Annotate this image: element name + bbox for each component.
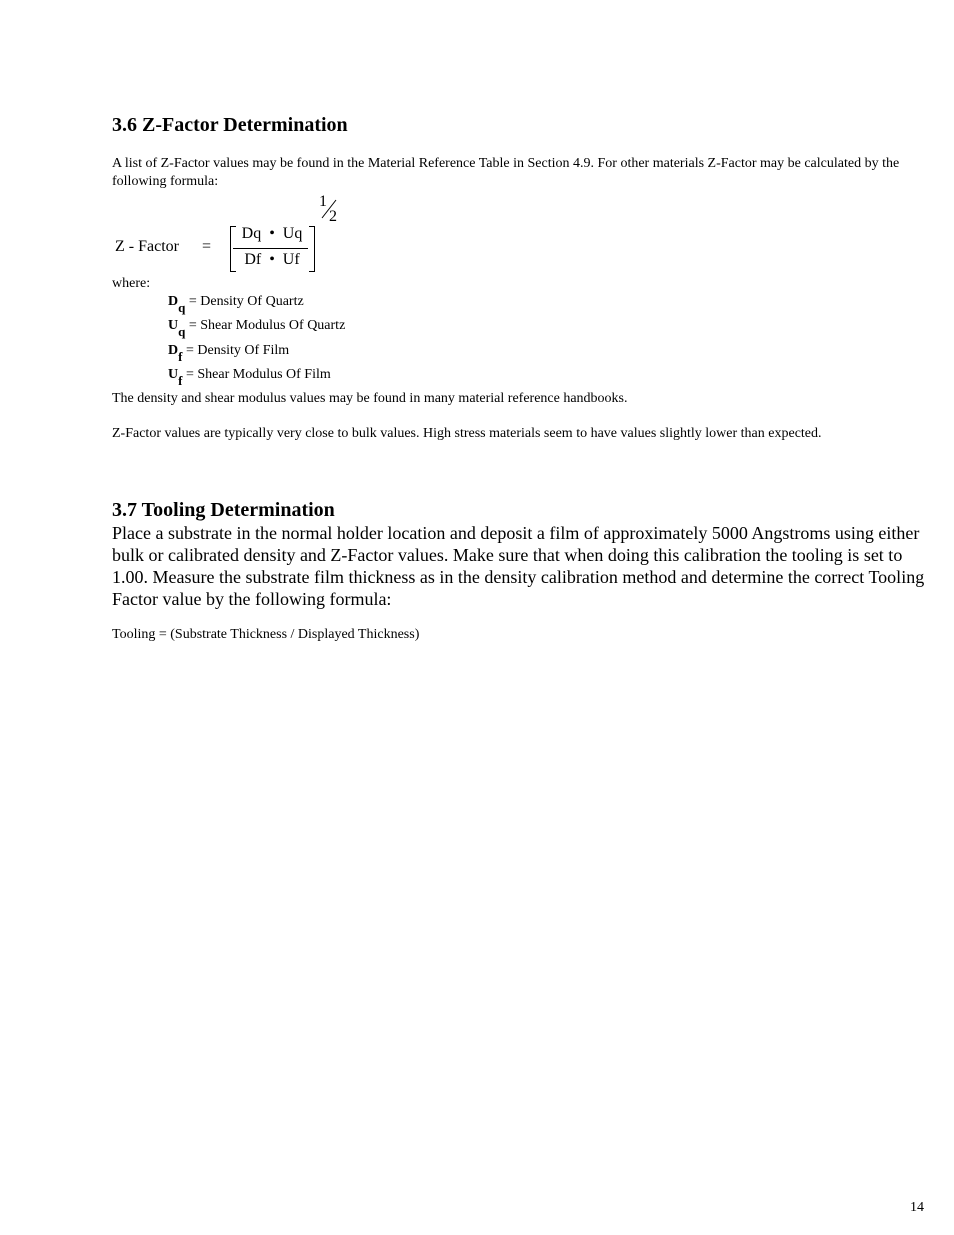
definition-subscript: q	[178, 300, 186, 315]
formula-denominator: Df • Uf	[244, 251, 300, 268]
definition-symbol: D	[168, 294, 179, 309]
where-label: where:	[112, 276, 151, 291]
definition-subscript: f	[178, 349, 183, 364]
fraction-bar	[233, 248, 308, 249]
formula-equals: =	[202, 238, 212, 255]
definition-item	[168, 366, 331, 388]
section-heading-3-7: 3.7 Tooling Determination	[112, 499, 335, 521]
definition-symbol: U	[168, 318, 179, 333]
definition-subscript: q	[178, 324, 186, 339]
definition-text: = Shear Modulus Of Film	[182, 367, 331, 382]
right-bracket	[309, 226, 315, 272]
intro-paragraph: A list of Z-Factor values may be found in the Material Reference Table in Section 4.9. For other materials Z-Factor may be calculated by the following formula:	[112, 156, 900, 189]
definition-text: = Shear Modulus Of Quartz	[185, 318, 346, 333]
formula-numerator: Dq • Uq	[241, 225, 303, 242]
definition-subscript: f	[178, 373, 183, 388]
tooling-paragraph: Place a substrate in the normal holder location and deposit a film of approximately 5000 Angstroms using either bulk or calibrated density and Z-Factor values. Make sure that when doing this calibration the tooling is set to 1.00. Measure the substrate film thickness as in the density calibration method and determine the correct Tooling Factor value by the following formula:	[112, 523, 925, 609]
definition-item	[168, 317, 346, 339]
definition-item	[168, 342, 290, 364]
formula-lhs: Z - Factor	[115, 238, 179, 255]
section-heading-3-6: 3.6 Z-Factor Determination	[112, 114, 348, 136]
definition-item	[168, 293, 304, 315]
exponent-denominator: 2	[329, 208, 337, 225]
z-factor-formula	[112, 194, 352, 276]
definition-text: = Density Of Film	[182, 343, 290, 358]
handbook-paragraph: The density and shear modulus values may be found in many material reference handbooks.	[112, 391, 628, 406]
exponent-numerator: 1	[319, 193, 327, 210]
definition-symbol: U	[168, 367, 179, 382]
tooling-formula: Tooling = (Substrate Thickness / Displayed Thickness)	[112, 627, 420, 642]
definition-symbol: D	[168, 343, 179, 358]
definition-text: = Density Of Quartz	[185, 294, 304, 309]
bulk-values-paragraph: Z-Factor values are typically very close to bulk values. High stress materials seem to have values slightly lower than expected.	[112, 426, 822, 441]
page-number: 14	[910, 1200, 924, 1215]
